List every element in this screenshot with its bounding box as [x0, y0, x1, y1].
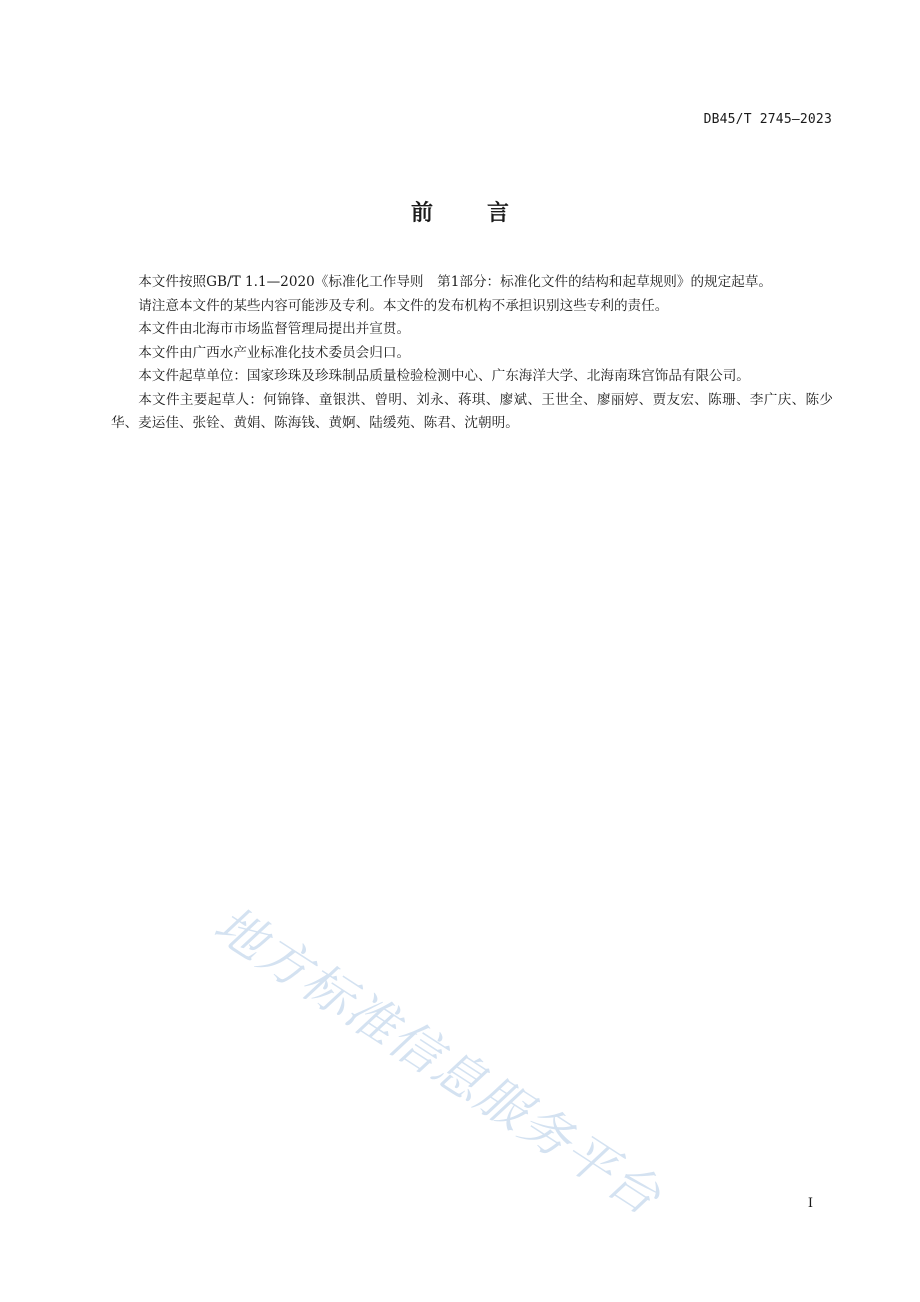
standard-code: DB45/T 2745—2023 [703, 112, 832, 127]
paragraph-drafting-rules: 本文件按照GB/T 1.1—2020《标准化工作导则 第1部分：标准化文件的结构和起草规则》的规定起草。 [138, 274, 773, 290]
paragraph-drafting-units: 本文件起草单位：国家珍珠及珍珠制品质量检验检测中心、广东海洋大学、北海南珠宫饰品有限公司。 [138, 368, 750, 384]
paragraph-drafters: 本文件主要起草人：何锦锋、童银洪、曾明、刘永、蒋琪、廖斌、王世全、廖丽婷、贾友宏、陈珊、李广庆、陈少华、麦运佳、张铨、黄娟、陈海钱、黄婀、陆缓苑、陈君、沈朝明。 [111, 391, 833, 431]
paragraph-patent-notice: 请注意本文件的某些内容可能涉及专利。本文件的发布机构不承担识别这些专利的责任。 [138, 297, 669, 314]
watermark: 地方标准信息服务平台 [204, 895, 672, 1227]
title-char-2: 言 [487, 201, 510, 226]
title-char-1: 前 [410, 201, 433, 226]
paragraph-proposed-by: 本文件由北海市市场监督管理局提出并宣贯。 [138, 321, 411, 337]
page-title [0, 196, 920, 227]
foreword-body [111, 271, 833, 436]
paragraph-centralized-by: 本文件由广西水产业标准化技术委员会归口。 [138, 344, 411, 361]
page-number: I [807, 1196, 813, 1211]
